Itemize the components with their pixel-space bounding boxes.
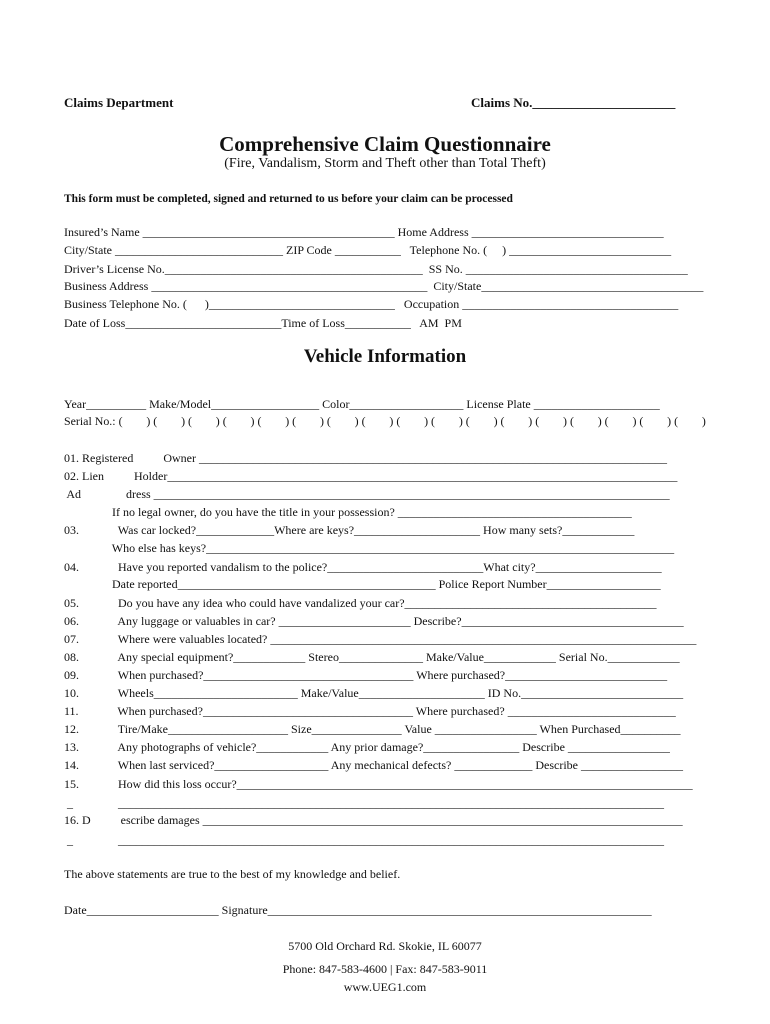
damages-row[interactable]: 16. D escribe damages ________________________________________________________________________________ (64, 813, 683, 827)
valuables-row[interactable]: 06. Any luggage or valuables in car? ______________________ Describe?_____________________________________ (64, 614, 684, 628)
page-subtitle: (Fire, Vandalism, Storm and Theft other than Total Theft) (224, 156, 546, 171)
vandal-idea-row[interactable]: 05. Do you have any idea who could have vandalized your car?__________________________________________ (64, 596, 657, 610)
date-time-of-loss-row[interactable]: Date of Loss__________________________Time of Loss___________ AM PM (64, 316, 462, 330)
form-notice: This form must be completed, signed and returned to us before your claim can be processed (64, 193, 513, 205)
photographs-row[interactable]: 13. Any photographs of vehicle?____________ Any prior damage?________________ Describe _________________ (64, 740, 670, 754)
wheels-purchase-row[interactable]: 11. When purchased?___________________________________ Where purchased? ____________________________ (64, 704, 676, 718)
loss-occurrence-row[interactable]: 15. How did this loss occur?____________________________________________________________________________ (64, 777, 693, 791)
vehicle-info-heading: Vehicle Information (303, 346, 467, 367)
serial-number-row[interactable]: Serial No.: ( ) ( ) ( ) ( ) ( ) ( ) ( ) ( ) ( ) ( ) ( ) ( ) ( ) ( ) ( ) ( ) ( ) (64, 414, 706, 428)
license-ssn-row[interactable]: Driver’s License No.___________________________________________ SS No. _____________________________________ (64, 262, 688, 276)
department-label: Claims Department (64, 95, 174, 110)
page-title: Comprehensive Claim Questionnaire (219, 132, 551, 156)
service-row[interactable]: 14. When last serviced?___________________ Any mechanical defects? _____________ Describe _________________ (64, 758, 683, 772)
keys-row[interactable]: Who else has keys?______________________________________________________________________________ (64, 541, 675, 555)
date-signature-row[interactable]: Date______________________ Signature________________________________________________________________ (64, 903, 652, 917)
business-address-row[interactable]: Business Address ______________________________________________ City/State_____________________________________ (64, 279, 704, 293)
damages-continuation[interactable]: _ ___________________________________________________________________________________________ (64, 833, 664, 847)
claims-number-field[interactable]: Claims No.______________________ (471, 95, 676, 110)
vehicle-details-row[interactable]: Year__________ Make/Model__________________ Color___________________ License Plate _____________________ (64, 397, 660, 411)
business-phone-row[interactable]: Business Telephone No. ( )_______________________________ Occupation ____________________________________ (64, 297, 679, 311)
registered-owner-row[interactable]: 01. Registered Owner ______________________________________________________________________________ (64, 451, 667, 465)
purchase-row[interactable]: 09. When purchased?___________________________________ Where purchased?___________________________ (64, 668, 668, 682)
address-row[interactable]: Ad dress ______________________________________________________________________________________ (64, 487, 670, 501)
wheels-row[interactable]: 10. Wheels________________________ Make/Value_____________________ ID No.___________________________ (64, 686, 684, 700)
statement-text: The above statements are true to the best of my knowledge and belief. (64, 867, 401, 881)
tire-row[interactable]: 12. Tire/Make____________________ Size_______________ Value _________________ When Purchased__________ (64, 722, 681, 736)
police-report-row[interactable]: 04. Have you reported vandalism to the police?__________________________What city?_____________________ (64, 560, 662, 574)
loss-occurrence-continuation[interactable]: _ ___________________________________________________________________________________________ (64, 796, 664, 810)
title-possession-row[interactable]: If no legal owner, do you have the title in your possession? _______________________________________ (64, 505, 632, 519)
special-equipment-row[interactable]: 08. Any special equipment?____________ Stereo______________ Make/Value____________ Serial No.____________ (64, 650, 680, 664)
city-zip-phone-row[interactable]: City/State ____________________________ ZIP Code ___________ Telephone No. ( ) ___________________________ (64, 243, 672, 257)
footer-website[interactable]: www.UEG1.com (343, 980, 427, 994)
lien-holder-row[interactable]: 02. Lien Holder_____________________________________________________________________________________ (64, 469, 678, 483)
insured-name-row[interactable]: Insured’s Name __________________________________________ Home Address ________________________________ (64, 225, 664, 239)
footer-address: 5700 Old Orchard Rd. Skokie, IL 60077 (288, 939, 482, 953)
date-reported-row[interactable]: Date reported___________________________________________ Police Report Number___________________ (64, 577, 661, 591)
footer-phone: Phone: 847-583-4600 | Fax: 847-583-9011 (282, 962, 488, 976)
valuables-location-row[interactable]: 07. Where were valuables located? _______________________________________________________________________ (64, 632, 697, 646)
car-locked-row[interactable]: 03. Was car locked?_____________Where are keys?_____________________ How many sets?____________ (64, 523, 635, 537)
